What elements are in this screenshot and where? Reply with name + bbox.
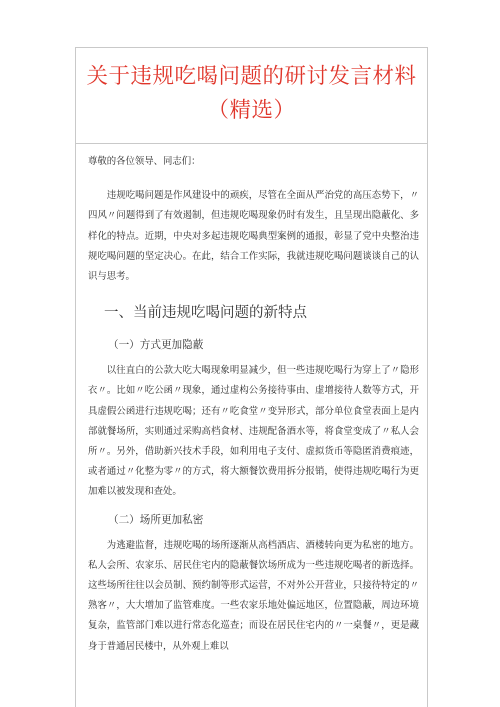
- subsection-paragraph-1: 以往直白的公款大吃大喝现象明显减少，但一些违规吃喝行为穿上了〃隐形衣〃。比如〃吃公函〃现象，通过虚构公务接待事由、虚增接待人数等方式，开具虚假公函进行违规吃喝；还有〃吃食堂〃变异形式，部分单位食堂表面上是内部就餐场所，实则通过采购高档食材、违规配备酒水等，将食堂变成了〃私人会所〃。另外，借助新兴技术手段，如利用电子支付、虚拟货币等隐匿消费痕迹，或者通过〃化整为零〃的方式，将大额餐饮费用拆分报销，使得违规吃喝行为更加难以被发现和查处。: [88, 365, 419, 498]
- subsection-heading-1: （一）方式更加隐蔽: [108, 339, 204, 352]
- subsection-heading-2: （二）场所更加私密: [108, 513, 204, 526]
- intro-paragraph: 违规吃喝问题是作风建设中的顽疾，尽管在全面从严治党的高压态势下，〃四风〃问题得到了有效遏制，但违规吃喝现象仍时有发生，且呈现出隐蔽化、多样化的特点。近期，中央对多起违规吃喝典型案例的通报，彰显了党中央整治违规吃喝问题的坚定决心。在此，结合工作实际，我就违规吃喝问题谈谈自己的认识与思考。: [88, 190, 419, 283]
- section-heading-1: 一、当前违规吃喝问题的新特点: [104, 305, 307, 322]
- document-body: [88, 152, 419, 657]
- document-title: 关于违规吃喝问题的研讨发言材料（精选）: [86, 64, 417, 123]
- greeting: 尊敬的各位领导、同志们：: [88, 156, 201, 167]
- subsection-paragraph-2: 为逃避监督，违规吃喝的场所逐渐从高档酒店、酒楼转向更为私密的地方。私人会所、农家乐、居民住宅内的隐蔽餐饮场所成为一些违规吃喝者的新选择。这些场所往往以会员制、预约制等形式运营，不对外公开营业，只接待特定的〃熟客〃，大大增加了监管难度。一些农家乐地处偏远地区，位置隐蔽，周边环境复杂，监管部门难以进行常态化巡查；而设在居民住宅内的〃一桌餐〃，更是藏身于普通居民楼中，从外观上难以: [88, 539, 419, 652]
